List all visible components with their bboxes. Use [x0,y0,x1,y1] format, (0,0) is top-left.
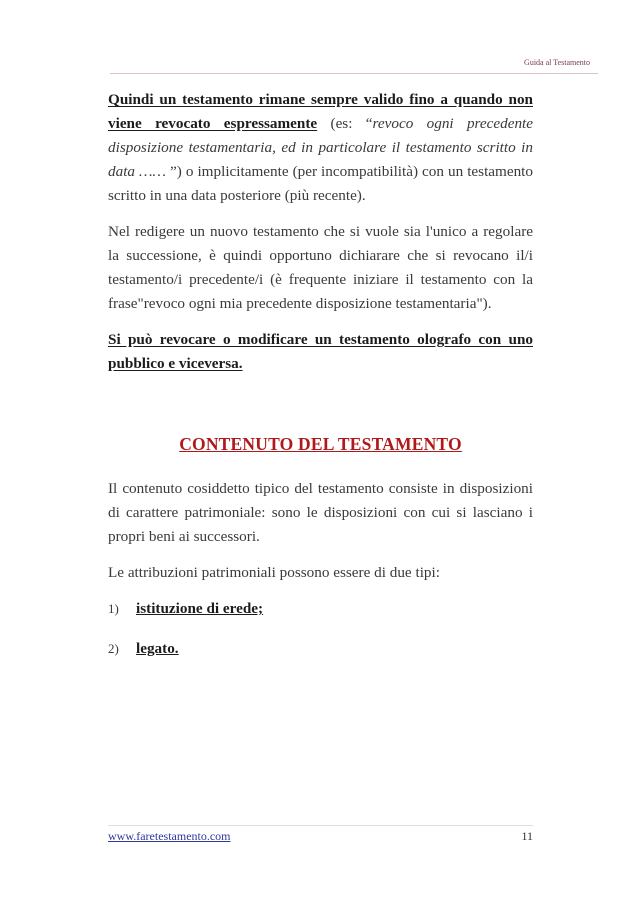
page-number: 11 [521,829,533,843]
bold-note-text: Si può revocare o modificare un testamento olografo con uno pubblico e viceversa. [108,331,533,372]
list-item [108,637,533,661]
running-header [0,58,638,72]
header-title: Guida al Testamento [524,58,590,67]
page-body [108,88,533,677]
paragraph-text: ”) o implicitamente (per incompatibilità) con un testamento scritto in una data posteriore (più recente). [108,163,533,204]
section-heading: CONTENUTO DEL TESTAMENTO [179,434,462,454]
paragraph-content: Il contenuto cosiddetto tipico del testamento consiste in disposizioni di carattere patrimoniale: sono le disposizioni con cui si lasciano i propri beni ai successori. [108,480,533,545]
page-footer [108,829,533,849]
paragraph-bold-lead: Quindi un testamento rimane sempre valido fino a quando non viene revocato espressamente [108,91,533,132]
paragraph-bold-note [108,328,533,376]
paragraph-text: (es: “ [317,115,373,132]
paragraph-revocation [108,88,533,208]
paragraph-italic-quote: revoco ogni precedente disposizione testamentaria, ed in particolare il testamento scritto in data …… [108,115,534,180]
list-text: legato. [136,640,179,657]
footer-website-link[interactable]: www.faretestamento.com [108,829,231,843]
footer-rule [108,825,533,826]
paragraph-new-will: Nel redigere un nuovo testamento che si vuole sia l'unico a regolare la successione, è quindi opportuno dichiarare che si revocano il/i testamento/i precedente/i (è frequente iniziare il testamento con la frase"revoco ogni mia precedente disposizione testamentaria"). [108,223,533,312]
header-rule [110,73,598,74]
list-item [108,597,533,621]
paragraph-types: Le attribuzioni patrimoniali possono essere di due tipi: [108,564,440,581]
list-number: 1) [108,601,119,616]
list-text: istituzione di erede; [136,600,264,617]
list-number: 2) [108,641,119,656]
